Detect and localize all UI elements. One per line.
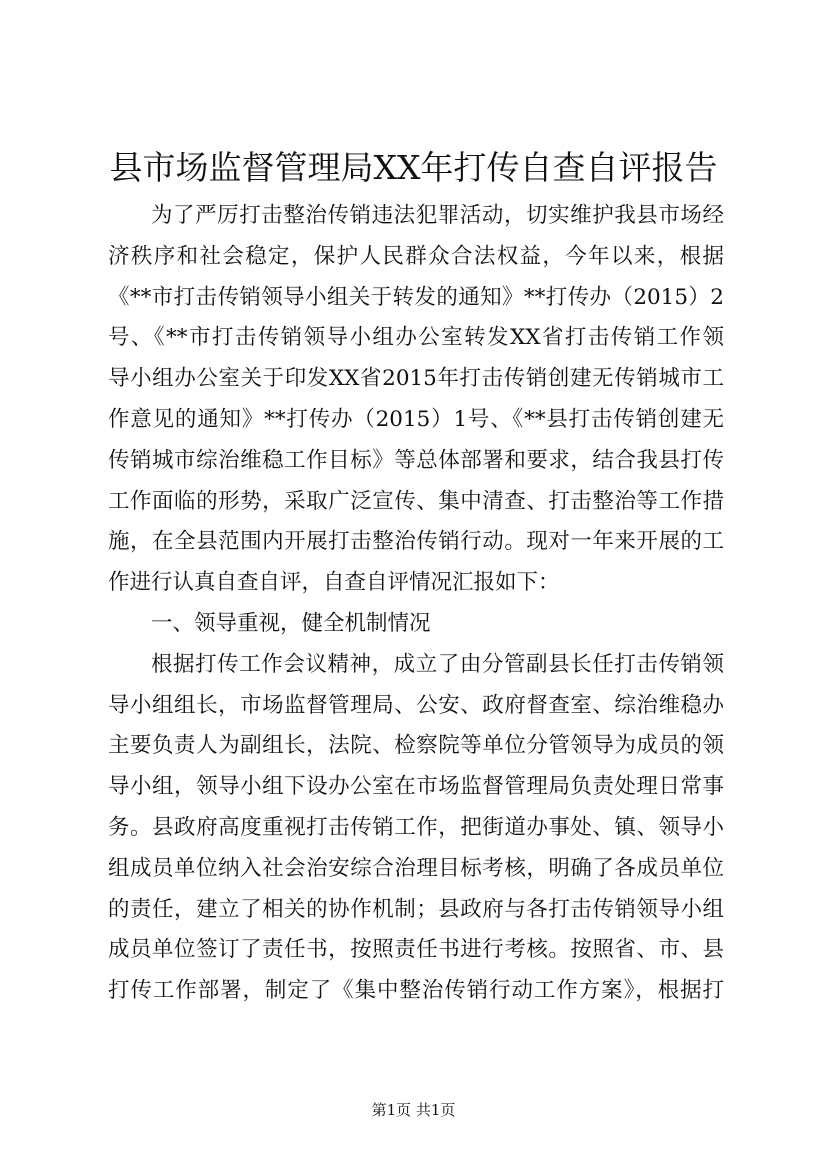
- page-footer: 第1页 共1页: [371, 1101, 456, 1119]
- paragraph-line: 的责任，建立了相关的协作机制；县政府与各打击传销领导小组: [108, 896, 724, 922]
- paragraph-line: 为了严厉打击整治传销违法犯罪活动，切实维护我县市场经: [151, 203, 724, 228]
- paragraph-line: 导小组组长，市场监督管理局、公安、政府督查室、综治维稳办: [108, 692, 724, 718]
- paragraph-line: 组成员单位纳入社会治安综合治理目标考核，明确了各成员单位: [108, 855, 724, 881]
- paragraph-line: 打传工作部署，制定了《集中整治传销行动工作方案》，根据打: [108, 978, 724, 1004]
- paragraph-line: 施，在全县范围内开展打击整治传销行动。现对一年来开展的工: [108, 529, 724, 555]
- paragraph-line: 务。县政府高度重视打击传销工作，把街道办事处、镇、领导小: [108, 814, 724, 840]
- document-body: [108, 196, 724, 1012]
- paragraph-line: 主要负责人为副组长，法院、检察院等单位分管领导为成员的领: [108, 733, 724, 759]
- paragraph-line: 导小组，领导小组下设办公室在市场监督管理局负责处理日常事: [108, 774, 724, 800]
- paragraph-line: 号、《**市打击传销领导小组办公室转发XX省打击传销工作领: [108, 325, 724, 351]
- paragraph-line: 作意见的通知》**打传办（2015）1号、《**县打击传销创建无: [108, 406, 724, 432]
- paragraph-line: 《**市打击传销领导小组关于转发的通知》**打传办（2015）2: [108, 284, 724, 310]
- paragraph-line: 工作面临的形势，采取广泛宣传、集中清查、打击整治等工作措: [108, 488, 724, 514]
- section-heading: 一、领导重视，健全机制情况: [151, 610, 431, 636]
- paragraph-line: 导小组办公室关于印发XX省2015年打击传销创建无传销城市工: [108, 366, 724, 392]
- document-title: 县市场监督管理局XX年打传自查自评报告: [109, 148, 718, 187]
- paragraph-line: 传销城市综治维稳工作目标》等总体部署和要求，结合我县打传: [108, 447, 724, 473]
- paragraph-line: 作进行认真自查自评，自查自评情况汇报如下：: [108, 570, 560, 596]
- paragraph-line: 成员单位签订了责任书，按照责任书进行考核。按照省、市、县: [108, 937, 724, 963]
- paragraph-line: 根据打传工作会议精神，成立了由分管副县长任打击传销领: [151, 651, 724, 677]
- paragraph-line: 济秩序和社会稳定，保护人民群众合法权益，今年以来，根据: [108, 243, 724, 269]
